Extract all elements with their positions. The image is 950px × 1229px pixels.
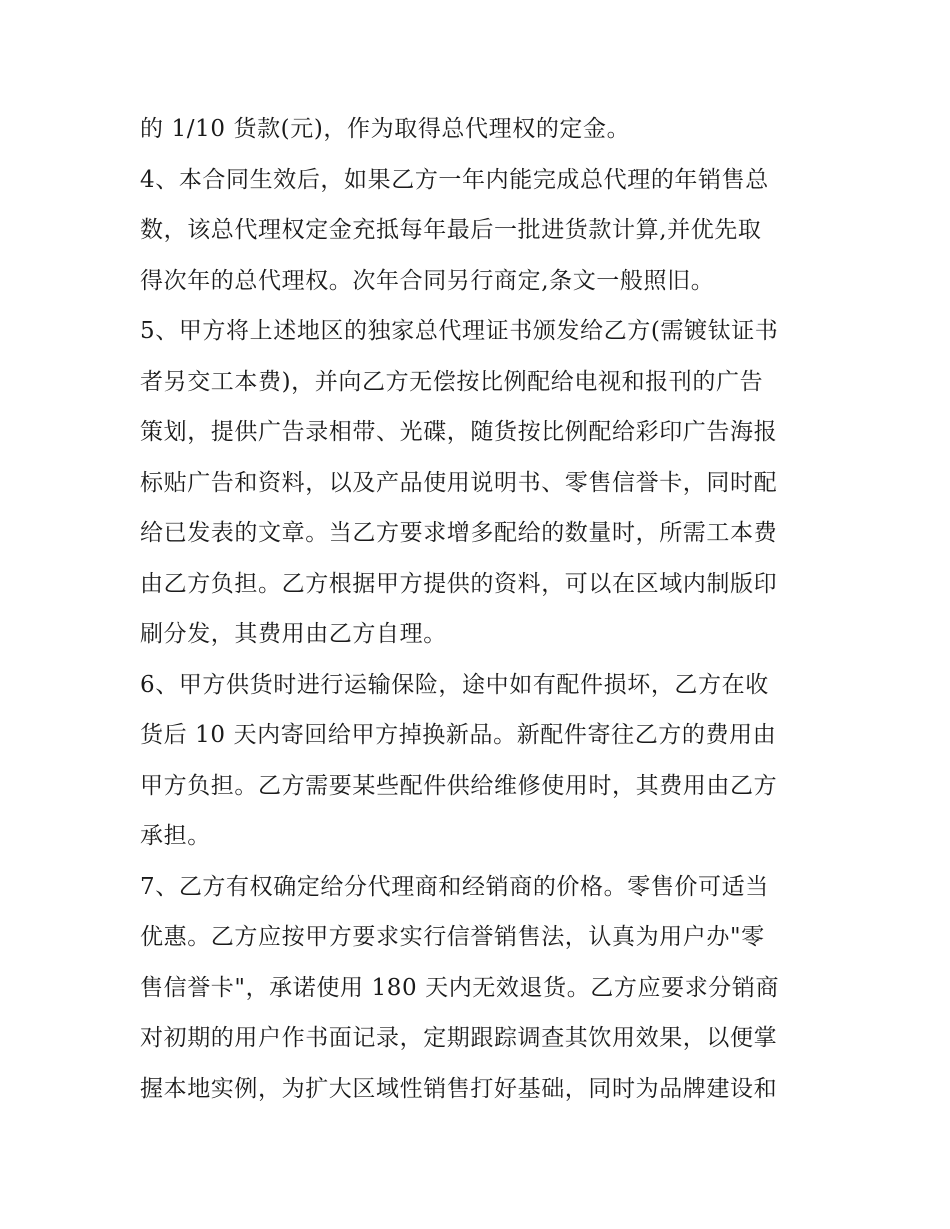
text-line: 握本地实例，为扩大区域性销售打好基础，同时为品牌建设和 xyxy=(140,1075,778,1102)
text-line: 对初期的用户作书面记录，定期跟踪调查其饮用效果，以便掌 xyxy=(140,1025,778,1051)
text-line: 承担。 xyxy=(140,823,211,849)
text-line: 刷分发，其费用由乙方自理。 xyxy=(140,621,447,647)
text-line: 4、本合同生效后，如果乙方一年内能完成总代理的年销售总 xyxy=(140,166,769,193)
text-line: 标贴广告和资料，以及产品使用说明书、零售信誉卡，同时配 xyxy=(140,469,778,496)
text-line: 货后 10 天内寄回给甲方掉换新品。新配件寄往乙方的费用由 xyxy=(140,722,777,748)
text-line: 给已发表的文章。当乙方要求增多配给的数量时，所需工本费 xyxy=(140,520,778,546)
text-line: 策划，提供广告录相带、光碟，随货按比例配给彩印广告海报 xyxy=(140,419,778,445)
text-line: 7、乙方有权确定给分代理商和经销商的价格。零售价可适当 xyxy=(140,873,769,900)
text-line: 数，该总代理权定金充抵每年最后一批进货款计算,并优先取 xyxy=(140,217,762,243)
text-line: 5、甲方将上述地区的独家总代理证书颁发给乙方(需镀钛证书 xyxy=(140,318,779,344)
text-line: 6、甲方供货时进行运输保险，途中如有配件损坏，乙方在收 xyxy=(140,671,769,698)
text-line: 的 1/10 货款(元)，作为取得总代理权的定金。 xyxy=(140,116,631,142)
text-line: 优惠。乙方应按甲方要求实行信誉销售法，认真为用户办"零 xyxy=(140,924,765,950)
text-line: 甲方负担。乙方需要某些配件供给维修使用时，其费用由乙方 xyxy=(140,772,778,799)
text-line: 者另交工本费)，并向乙方无偿按比例配给电视和报刊的广告 xyxy=(140,368,764,395)
document-body xyxy=(140,104,820,1114)
text-line: 售信誉卡"，承诺使用 180 天内无效退货。乙方应要求分销商 xyxy=(140,974,780,1001)
text-line: 由乙方负担。乙方根据甲方提供的资料，可以在区域内制版印 xyxy=(140,570,778,597)
text-line: 得次年的总代理权。次年合同另行商定,条文一般照旧。 xyxy=(140,267,715,294)
